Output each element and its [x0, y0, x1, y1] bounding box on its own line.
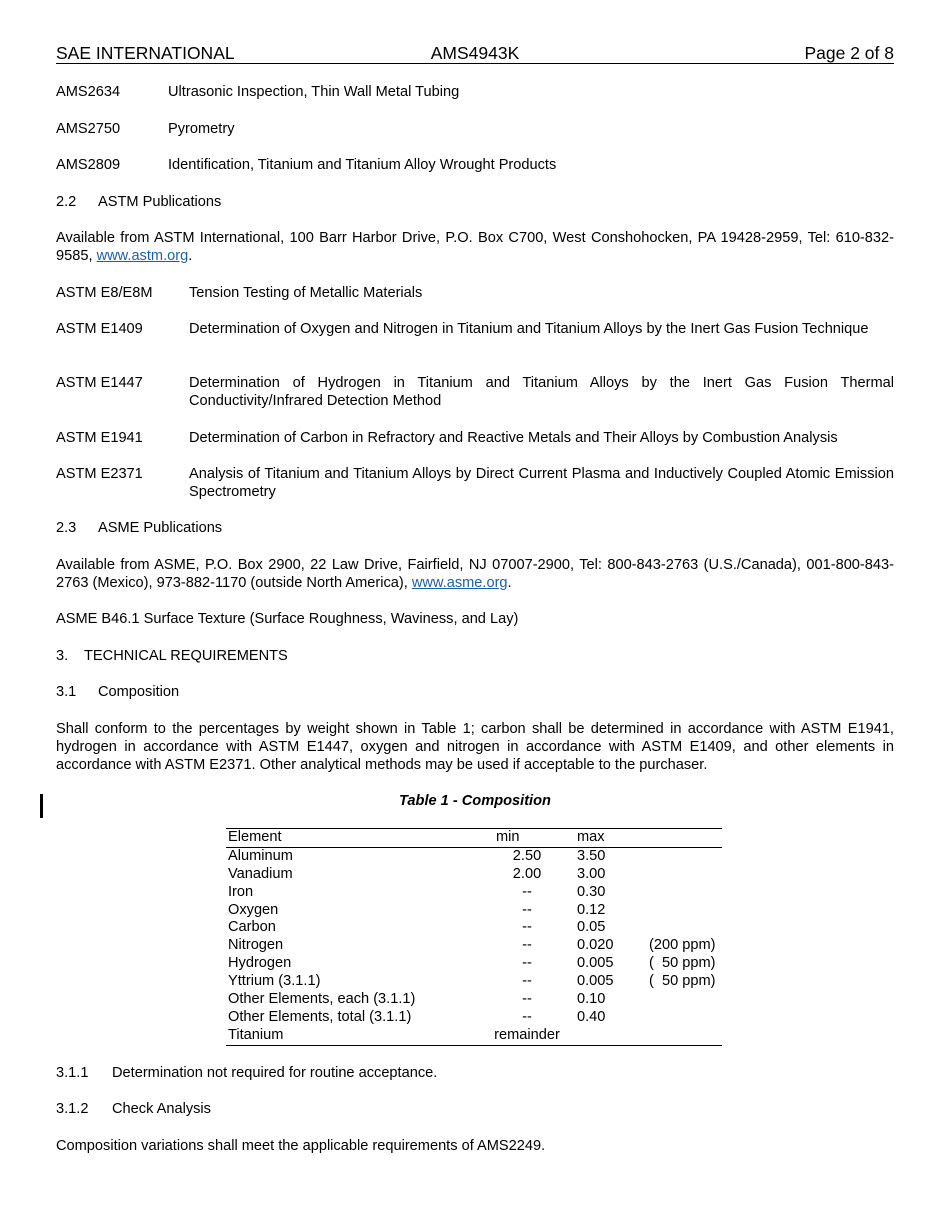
cell-element: Nitrogen [228, 937, 284, 954]
table-row [226, 1009, 722, 1027]
table-row [226, 902, 722, 920]
cell-min: -- [522, 901, 532, 918]
section-3-1-2 [56, 1100, 211, 1118]
reference-item [56, 429, 894, 447]
cell-max: 0.40 [577, 1008, 606, 1025]
reference-code: ASTM E1941 [56, 430, 143, 446]
section-number: 2.3 [56, 520, 77, 536]
reference-code: AMS2750 [56, 121, 121, 137]
cell-max: 0.10 [577, 991, 606, 1008]
asme-link[interactable]: www.asme.org [411, 575, 508, 591]
reference-code: ASTM E1409 [56, 321, 143, 337]
section-title: ASME Publications [98, 520, 223, 536]
table-body [226, 848, 722, 1045]
asme-availability-text: Available from ASME, P.O. Box 2900, 22 Law Drive, Fairfield, NJ 07007-2900, Tel: 800-843-2763 (U.S./Canada), 001-800-843-2763 (Mexico), 973-882-1170 (outside North America), [56, 557, 894, 591]
table-row [226, 919, 722, 937]
section-title: TECHNICAL REQUIREMENTS [84, 648, 288, 664]
reference-code: ASTM E8/E8M [56, 285, 153, 301]
cell-min: remainder [494, 1026, 560, 1043]
cell-ppm: ( 50 ppm) [649, 955, 716, 972]
asme-availability: Available from ASME, P.O. Box 2900, 22 Law Drive, Fairfield, NJ 07007-2900, Tel: 800-843-2763 (U.S./Canada), 001-800-843-2763 (Mexico), 973-882-1170 (outside North America), www.asme.org. [56, 557, 894, 591]
section-text: Determination not required for routine acceptance. [112, 1065, 438, 1081]
cell-element: Yttrium (3.1.1) [228, 973, 321, 990]
table-row [226, 848, 722, 866]
cell-element: Carbon [228, 919, 276, 936]
table-row [226, 937, 722, 955]
cell-max: 0.020 [577, 937, 614, 954]
reference-item [56, 120, 894, 138]
table-header-row [226, 829, 722, 848]
composition-paragraph: Shall conform to the percentages by weight shown in Table 1; carbon shall be determined in accordance with ASTM E1941, hydrogen in accordance with ASTM E1447, oxygen and nitrogen in accordance with ASTM E1409, and other elements in accordance with ASTM E2371. Other analytical methods may be used if acceptable to the purchaser. [56, 721, 894, 773]
cell-element: Aluminum [228, 847, 293, 864]
astm-link[interactable]: www.astm.org [96, 248, 189, 264]
section-number: 2.2 [56, 194, 77, 210]
cell-ppm: (200 ppm) [649, 937, 716, 954]
reference-item [56, 320, 894, 338]
cell-min: -- [522, 955, 532, 972]
cell-max: 3.50 [577, 847, 606, 864]
cell-min: -- [522, 991, 532, 1008]
cell-max: 0.12 [577, 901, 606, 918]
table-caption: Table 1 - Composition [399, 793, 551, 809]
table-row [226, 866, 722, 884]
section-heading-astm [56, 193, 221, 211]
header-max: max [577, 829, 605, 845]
astm-availability-text: Available from ASTM International, 100 Barr Harbor Drive, P.O. Box C700, West Conshohocken, PA 19428-2959, Tel: 610-832-9585, [56, 230, 894, 264]
section-number: 3.1 [56, 684, 77, 700]
cell-max: 0.05 [577, 919, 606, 936]
header-page-number: Page 2 of 8 [804, 43, 894, 63]
cell-min: -- [522, 937, 532, 954]
reference-code: AMS2809 [56, 157, 121, 173]
cell-element: Other Elements, each (3.1.1) [228, 991, 416, 1008]
reference-title: Identification, Titanium and Titanium Alloy Wrought Products [168, 157, 557, 173]
reference-title: Determination of Oxygen and Nitrogen in Titanium and Titanium Alloys by the Inert Gas Fusion Technique [189, 321, 869, 337]
cell-min: 2.50 [512, 847, 542, 864]
cell-element: Hydrogen [228, 955, 292, 972]
section-title: Check Analysis [112, 1101, 211, 1117]
cell-min: 2.00 [512, 865, 542, 882]
cell-max: 0.005 [577, 955, 614, 972]
table-row [226, 991, 722, 1009]
composition-table [226, 828, 722, 1046]
section-3-1-1 [56, 1064, 437, 1082]
reference-code: ASTM E1447 [56, 375, 143, 391]
header-min: min [496, 829, 520, 845]
cell-min: -- [522, 973, 532, 990]
cell-max: 0.30 [577, 883, 606, 900]
cell-element: Vanadium [228, 865, 293, 882]
reference-title: Determination of Hydrogen in Titanium and Titanium Alloys by the Inert Gas Fusion Thermal Conductivity/Infrared Detection Method [189, 375, 894, 409]
section-title: Composition [98, 684, 180, 700]
reference-item [56, 284, 894, 302]
cell-element: Oxygen [228, 901, 279, 918]
cell-max: 0.005 [577, 973, 614, 990]
cell-element: Iron [228, 883, 254, 900]
asme-reference: ASME B46.1 Surface Texture (Surface Roughness, Waviness, and Lay) [56, 611, 519, 627]
header-org: SAE INTERNATIONAL [56, 43, 235, 63]
reference-title: Determination of Carbon in Refractory and Reactive Metals and Their Alloys by Combustion Analysis [189, 430, 838, 446]
section-number: 3.1.2 [56, 1101, 89, 1117]
section-heading-technical [56, 647, 288, 665]
check-analysis-paragraph: Composition variations shall meet the applicable requirements of AMS2249. [56, 1138, 546, 1154]
reference-title: Pyrometry [168, 121, 235, 137]
section-number: 3.1.1 [56, 1065, 89, 1081]
cell-ppm: ( 50 ppm) [649, 973, 716, 990]
reference-title: Tension Testing of Metallic Materials [189, 285, 423, 301]
cell-min: -- [522, 1008, 532, 1025]
cell-element: Other Elements, total (3.1.1) [228, 1008, 412, 1025]
cell-min: -- [522, 919, 532, 936]
cell-max: 3.00 [577, 865, 606, 882]
reference-item [56, 465, 894, 501]
reference-item [56, 374, 894, 410]
section-heading-asme [56, 519, 222, 537]
header-doc-number: AMS4943K [430, 43, 520, 63]
reference-title: Analysis of Titanium and Titanium Alloys by Direct Current Plasma and Inductively Coupled Atomic Emission Spectrometry [189, 466, 894, 500]
reference-title: Ultrasonic Inspection, Thin Wall Metal Tubing [168, 84, 460, 100]
table-row [226, 884, 722, 902]
reference-item [56, 83, 894, 101]
section-heading-composition [56, 683, 179, 701]
section-title: ASTM Publications [98, 194, 222, 210]
table-row [226, 973, 722, 991]
cell-element: Titanium [228, 1026, 284, 1043]
header-element: Element [228, 829, 282, 845]
reference-code: ASTM E2371 [56, 466, 143, 482]
table-row [226, 955, 722, 973]
reference-code: AMS2634 [56, 84, 121, 100]
table-row [226, 1027, 722, 1045]
section-number: 3. [56, 648, 69, 664]
page-header [56, 43, 894, 64]
reference-item [56, 156, 894, 174]
astm-availability: Available from ASTM International, 100 Barr Harbor Drive, P.O. Box C700, West Conshohocken, PA 19428-2959, Tel: 610-832-9585, www.astm.org. [56, 230, 894, 264]
cell-min: -- [522, 883, 532, 900]
